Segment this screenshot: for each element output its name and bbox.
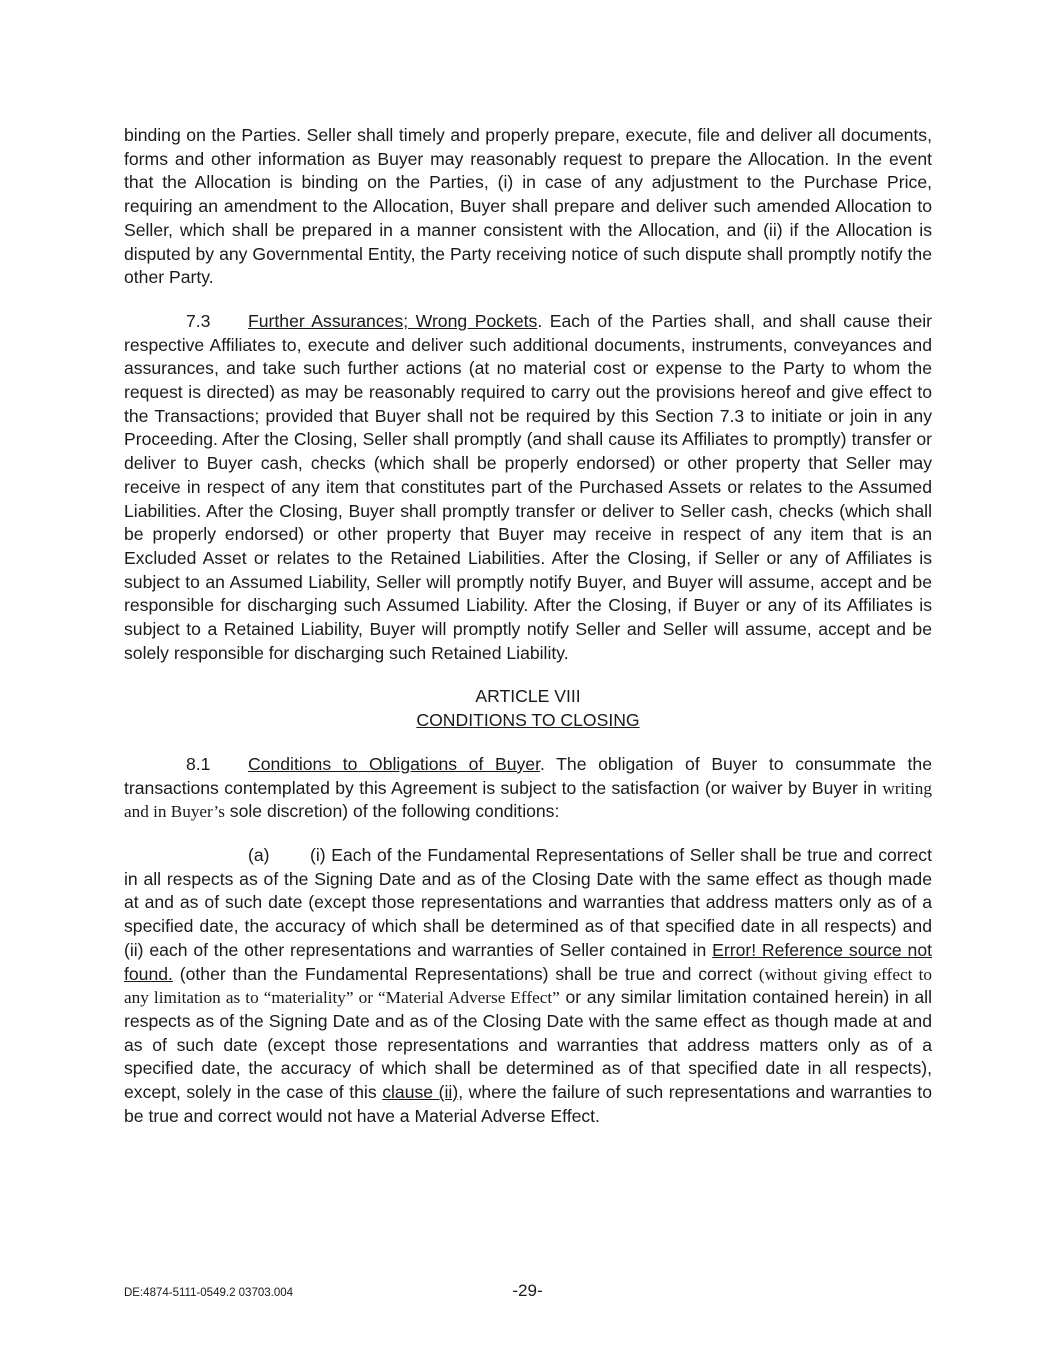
paragraph-allocation: binding on the Parties. Seller shall timely and properly prepare, execute, file and deliver all documents, forms and other information as Buyer may reasonably request to prepare the Allocation. In the event that the Allocation is binding on the Parties, (i) in case of any adjustment to the Purchase Price, requiring an amendment to the Allocation, Buyer shall prepare and deliver such amended Allocation to Seller, which shall be prepared in a manner consistent with the Allocation, and (ii) if the Allocation is disputed by any Governmental Entity, the Party receiving notice of such dispute shall promptly notify the other Party.: [124, 125, 932, 288]
section-heading: Conditions to Obligations of Buyer: [248, 753, 540, 774]
clause-text: (i) Each of the Fundamental Representations of Seller shall be true and correct in all respects as of the Signing Date and as of the Closing Date with the same effect as though made at and as of such date (except those representations and warranties that address matters only as of a specified date, the accuracy of which shall be determined as of that specified date in all respects) and (ii) each of the other representations and warranties of Seller contained in: [124, 844, 932, 960]
footer-doc-id: DE:4874-5111-0549.2 03703.004: [124, 1287, 294, 1299]
clause-text: (other than the Fundamental Representations) shall be true and correct: [172, 963, 759, 984]
clause-reference: clause (ii): [382, 1082, 459, 1103]
clause-text: , where the failure of such representations and warranties to be true and correct would not have a Material Adverse Effect.: [124, 1082, 932, 1126]
article-label: ARTICLE VIII: [475, 686, 581, 707]
document-page: [124, 124, 932, 1128]
clause-label: (a): [248, 844, 270, 865]
section-7-3: [124, 310, 932, 666]
footer-page-number: -29-: [512, 1281, 543, 1300]
section-body-serif: writing and in Buyer’s: [124, 778, 932, 822]
section-8-1: [124, 753, 932, 824]
section-number: 7.3: [186, 310, 211, 331]
article-title: CONDITIONS TO CLOSING: [416, 710, 640, 731]
error-reference: Error! Reference source not found.: [124, 939, 932, 984]
section-body: . Each of the Parties shall, and shall cause their respective Affiliates to, execute and deliver such additional documents, instruments, conveyances and assurances, and take such further actions (at no material cost or expense to the Party to whom the request is directed) as may be reasonably required to carry out the provisions hereof and give effect to the Transactions; provided that Buyer shall not be required by this Section 7.3 to initiate or join in any Proceeding. After the Closing, Seller shall promptly (and shall cause its Affiliates to promptly) transfer or deliver to Buyer cash, checks (which shall be properly endorsed) or other property that Seller may receive in respect of any item that constitutes part of the Purchased Assets or relates to the Assumed Liabilities. After the Closing, Buyer shall promptly transfer or deliver to Seller cash, checks (which shall be properly endorsed) or other property that Buyer may receive in respect of any item that is an Excluded Asset or relates to the Retained Liabilities. After the Closing, if Seller or any of Affiliates is subject to an Assumed Liability, Seller will promptly notify Buyer, and Buyer will assume, accept and be responsible for discharging such Assumed Liability. After the Closing, if Buyer or any of its Affiliates is subject to a Retained Liability, Buyer will promptly notify Seller and Seller will assume, accept and be solely responsible for discharging such Retained Liability.: [124, 310, 933, 663]
section-body: . The obligation of Buyer to consummate the transactions contemplated by this Agreement is subject to the satisfaction (or waiver by Buyer in: [124, 753, 932, 798]
clause-text-serif: (without giving effect to any limitation as to “materiality” or “Material Adverse Effect”: [124, 964, 932, 1008]
section-body-end: sole discretion) of the following conditions:: [224, 801, 560, 822]
section-heading: Further Assurances; Wrong Pockets: [248, 310, 538, 331]
section-number: 8.1: [186, 753, 211, 774]
clause-a: [124, 844, 932, 1128]
clause-text: or any similar limitation contained herein) in all respects as of the Signing Date and as of the Closing Date with the same effect as though made at and as of such date (except those representations and warranties that address matters only as of a specified date, the accuracy of which shall be determined as of that specified date in all respects), except, solely in the case of this: [124, 987, 932, 1103]
